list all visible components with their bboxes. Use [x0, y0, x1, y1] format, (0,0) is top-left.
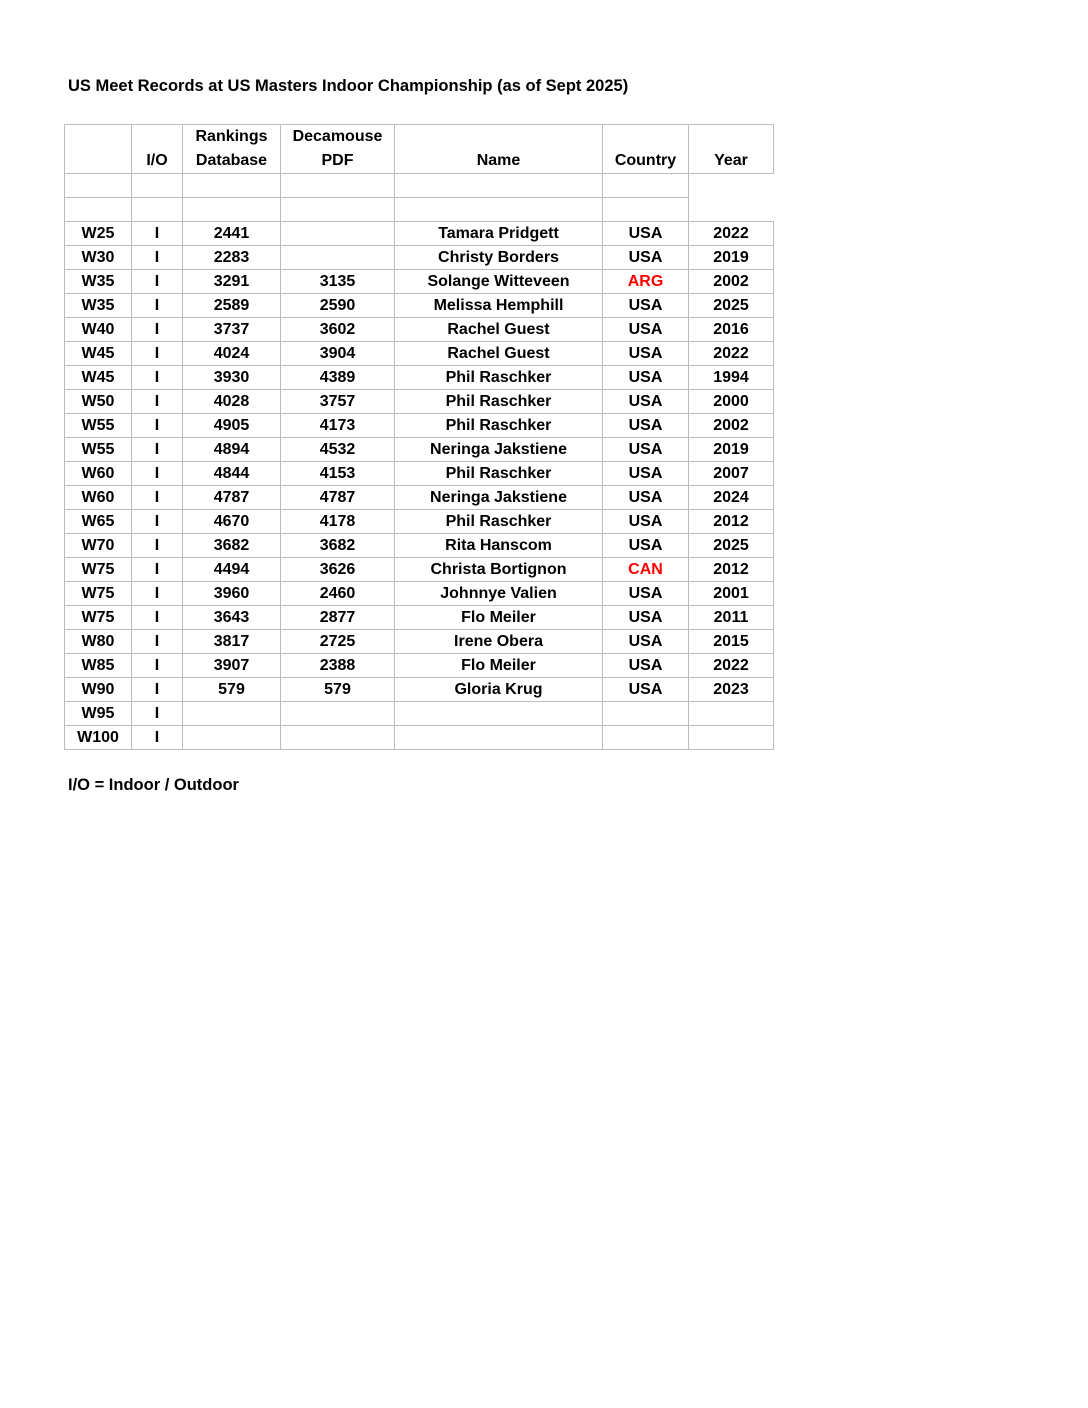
cell-age: W30 — [65, 246, 132, 270]
cell-decamouse: 2460 — [281, 582, 395, 606]
cell-country: USA — [603, 438, 689, 462]
cell-age: W55 — [65, 438, 132, 462]
cell-country: USA — [603, 510, 689, 534]
table-row — [65, 702, 774, 726]
cell-rankings: 3291 — [183, 270, 281, 294]
cell-year: 2012 — [689, 558, 774, 582]
cell-country: USA — [603, 678, 689, 702]
cell-decamouse: 4153 — [281, 462, 395, 486]
cell-name: Neringa Jakstiene — [395, 486, 603, 510]
cell-age: W85 — [65, 654, 132, 678]
cell-country: USA — [603, 414, 689, 438]
header-decamouse-line2: PDF — [321, 152, 354, 169]
cell-decamouse: 3682 — [281, 534, 395, 558]
table-row — [65, 630, 774, 654]
cell-rankings: 4894 — [183, 438, 281, 462]
table-row — [65, 414, 774, 438]
cell-io: I — [132, 510, 183, 534]
cell-year: 2002 — [689, 270, 774, 294]
cell-decamouse — [281, 222, 395, 246]
cell-decamouse: 579 — [281, 678, 395, 702]
cell-year: 2024 — [689, 486, 774, 510]
table-row — [65, 246, 774, 270]
blank-row — [65, 198, 774, 222]
cell-rankings: 4670 — [183, 510, 281, 534]
header-rankings-line1: Rankings — [195, 128, 268, 145]
cell-year: 2000 — [689, 390, 774, 414]
header-rankings-line2: Database — [195, 152, 268, 169]
cell-name: Phil Raschker — [395, 414, 603, 438]
blank-cell — [183, 198, 281, 222]
cell-year: 2025 — [689, 534, 774, 558]
header-year — [689, 125, 774, 174]
cell-rankings: 579 — [183, 678, 281, 702]
cell-country: USA — [603, 462, 689, 486]
cell-age: W60 — [65, 462, 132, 486]
cell-io: I — [132, 630, 183, 654]
cell-age: W45 — [65, 342, 132, 366]
cell-name: Melissa Hemphill — [395, 294, 603, 318]
blank-cell — [132, 174, 183, 198]
cell-io: I — [132, 726, 183, 750]
header-decamouse-pdf — [281, 125, 395, 174]
cell-age: W75 — [65, 606, 132, 630]
cell-country — [603, 702, 689, 726]
cell-country — [603, 726, 689, 750]
cell-age: W70 — [65, 534, 132, 558]
cell-io: I — [132, 558, 183, 582]
cell-io: I — [132, 438, 183, 462]
cell-name: Rachel Guest — [395, 318, 603, 342]
cell-rankings — [183, 726, 281, 750]
cell-decamouse: 4532 — [281, 438, 395, 462]
cell-io: I — [132, 366, 183, 390]
table-row — [65, 654, 774, 678]
cell-rankings: 2441 — [183, 222, 281, 246]
blank-cell — [395, 198, 603, 222]
records-table — [64, 124, 774, 750]
blank-cell — [603, 198, 689, 222]
cell-country: USA — [603, 486, 689, 510]
cell-decamouse: 2725 — [281, 630, 395, 654]
blank-cell — [132, 198, 183, 222]
cell-age: W65 — [65, 510, 132, 534]
cell-name: Rachel Guest — [395, 342, 603, 366]
table-row — [65, 582, 774, 606]
table-row — [65, 222, 774, 246]
header-name — [395, 125, 603, 174]
page-title: US Meet Records at US Masters Indoor Championship (as of Sept 2025) — [68, 77, 629, 95]
footnote: I/O = Indoor / Outdoor — [68, 776, 239, 794]
cell-year: 2022 — [689, 342, 774, 366]
cell-io: I — [132, 486, 183, 510]
table-row — [65, 486, 774, 510]
cell-decamouse: 2388 — [281, 654, 395, 678]
cell-io: I — [132, 462, 183, 486]
cell-name: Christy Borders — [395, 246, 603, 270]
cell-io: I — [132, 342, 183, 366]
table-row — [65, 726, 774, 750]
cell-decamouse — [281, 726, 395, 750]
cell-name: Flo Meiler — [395, 606, 603, 630]
cell-decamouse: 2877 — [281, 606, 395, 630]
table-row — [65, 438, 774, 462]
cell-decamouse: 3602 — [281, 318, 395, 342]
cell-decamouse: 4173 — [281, 414, 395, 438]
cell-decamouse: 3135 — [281, 270, 395, 294]
header-row — [65, 125, 774, 174]
cell-rankings: 4787 — [183, 486, 281, 510]
cell-name: Tamara Pridgett — [395, 222, 603, 246]
cell-age: W75 — [65, 582, 132, 606]
cell-year: 2002 — [689, 414, 774, 438]
cell-rankings: 3737 — [183, 318, 281, 342]
header-country — [603, 125, 689, 174]
header-io-label: I/O — [146, 152, 168, 169]
cell-decamouse: 4389 — [281, 366, 395, 390]
cell-year: 2012 — [689, 510, 774, 534]
cell-name: Johnnye Valien — [395, 582, 603, 606]
cell-year: 2022 — [689, 222, 774, 246]
table-row — [65, 294, 774, 318]
cell-decamouse: 3904 — [281, 342, 395, 366]
header-decamouse-line1: Decamouse — [292, 128, 383, 145]
cell-year: 2015 — [689, 630, 774, 654]
cell-year: 2019 — [689, 246, 774, 270]
cell-name: Flo Meiler — [395, 654, 603, 678]
cell-age: W75 — [65, 558, 132, 582]
cell-year: 2001 — [689, 582, 774, 606]
table-row — [65, 510, 774, 534]
blank-cell — [281, 174, 395, 198]
cell-io: I — [132, 534, 183, 558]
cell-age: W40 — [65, 318, 132, 342]
cell-name: Phil Raschker — [395, 366, 603, 390]
cell-year: 2023 — [689, 678, 774, 702]
header-year-label: Year — [714, 152, 748, 169]
cell-year: 2022 — [689, 654, 774, 678]
cell-rankings: 2589 — [183, 294, 281, 318]
cell-rankings: 4905 — [183, 414, 281, 438]
cell-country: USA — [603, 534, 689, 558]
cell-name — [395, 702, 603, 726]
cell-age: W55 — [65, 414, 132, 438]
table-row — [65, 366, 774, 390]
table-row — [65, 534, 774, 558]
cell-io: I — [132, 294, 183, 318]
cell-rankings: 3930 — [183, 366, 281, 390]
blank-cell — [603, 174, 689, 198]
cell-rankings: 3960 — [183, 582, 281, 606]
cell-year: 2011 — [689, 606, 774, 630]
cell-country: USA — [603, 342, 689, 366]
cell-country: ARG — [603, 270, 689, 294]
cell-age: W35 — [65, 270, 132, 294]
header-country-label: Country — [614, 152, 677, 169]
cell-rankings: 4024 — [183, 342, 281, 366]
blank-cell — [281, 198, 395, 222]
cell-io: I — [132, 702, 183, 726]
cell-country: USA — [603, 606, 689, 630]
cell-io: I — [132, 654, 183, 678]
cell-io: I — [132, 270, 183, 294]
table-row — [65, 558, 774, 582]
cell-country: CAN — [603, 558, 689, 582]
cell-rankings: 3907 — [183, 654, 281, 678]
cell-year: 2019 — [689, 438, 774, 462]
cell-name: Christa Bortignon — [395, 558, 603, 582]
cell-decamouse: 4787 — [281, 486, 395, 510]
table-row — [65, 678, 774, 702]
cell-io: I — [132, 582, 183, 606]
header-rankings-database — [183, 125, 281, 174]
table-row — [65, 606, 774, 630]
table-row — [65, 270, 774, 294]
cell-name: Phil Raschker — [395, 510, 603, 534]
cell-year: 1994 — [689, 366, 774, 390]
cell-rankings — [183, 702, 281, 726]
cell-age: W35 — [65, 294, 132, 318]
cell-rankings: 4494 — [183, 558, 281, 582]
cell-country: USA — [603, 222, 689, 246]
blank-cell — [689, 174, 774, 222]
cell-age: W45 — [65, 366, 132, 390]
cell-name — [395, 726, 603, 750]
cell-io: I — [132, 606, 183, 630]
header-name-label: Name — [476, 152, 521, 169]
cell-io: I — [132, 222, 183, 246]
cell-age: W100 — [65, 726, 132, 750]
cell-io: I — [132, 414, 183, 438]
cell-country: USA — [603, 582, 689, 606]
table-row — [65, 342, 774, 366]
blank-cell — [65, 198, 132, 222]
cell-name: Irene Obera — [395, 630, 603, 654]
cell-rankings: 2283 — [183, 246, 281, 270]
cell-country: USA — [603, 246, 689, 270]
cell-country: USA — [603, 390, 689, 414]
cell-rankings: 3643 — [183, 606, 281, 630]
cell-year: 2007 — [689, 462, 774, 486]
blank-cell — [395, 174, 603, 198]
cell-age: W95 — [65, 702, 132, 726]
cell-rankings: 4844 — [183, 462, 281, 486]
cell-name: Neringa Jakstiene — [395, 438, 603, 462]
cell-io: I — [132, 678, 183, 702]
cell-year: 2025 — [689, 294, 774, 318]
cell-rankings: 3817 — [183, 630, 281, 654]
cell-name: Solange Witteveen — [395, 270, 603, 294]
cell-rankings: 4028 — [183, 390, 281, 414]
cell-decamouse: 2590 — [281, 294, 395, 318]
cell-io: I — [132, 246, 183, 270]
cell-age: W50 — [65, 390, 132, 414]
blank-cell — [183, 174, 281, 198]
table-row — [65, 462, 774, 486]
cell-year — [689, 702, 774, 726]
cell-decamouse — [281, 702, 395, 726]
cell-country: USA — [603, 294, 689, 318]
cell-country: USA — [603, 366, 689, 390]
cell-name: Phil Raschker — [395, 390, 603, 414]
header-age — [65, 125, 132, 174]
cell-year: 2016 — [689, 318, 774, 342]
cell-io: I — [132, 318, 183, 342]
cell-decamouse: 3757 — [281, 390, 395, 414]
cell-decamouse: 3626 — [281, 558, 395, 582]
cell-decamouse — [281, 246, 395, 270]
cell-age: W25 — [65, 222, 132, 246]
cell-country: USA — [603, 630, 689, 654]
table-row — [65, 318, 774, 342]
cell-name: Phil Raschker — [395, 462, 603, 486]
cell-rankings: 3682 — [183, 534, 281, 558]
cell-country: USA — [603, 654, 689, 678]
cell-age: W60 — [65, 486, 132, 510]
cell-age: W80 — [65, 630, 132, 654]
cell-country: USA — [603, 318, 689, 342]
cell-name: Gloria Krug — [395, 678, 603, 702]
cell-age: W90 — [65, 678, 132, 702]
blank-row — [65, 174, 774, 198]
table-row — [65, 390, 774, 414]
cell-decamouse: 4178 — [281, 510, 395, 534]
header-io — [132, 125, 183, 174]
cell-io: I — [132, 390, 183, 414]
cell-year — [689, 726, 774, 750]
cell-name: Rita Hanscom — [395, 534, 603, 558]
blank-cell — [65, 174, 132, 198]
